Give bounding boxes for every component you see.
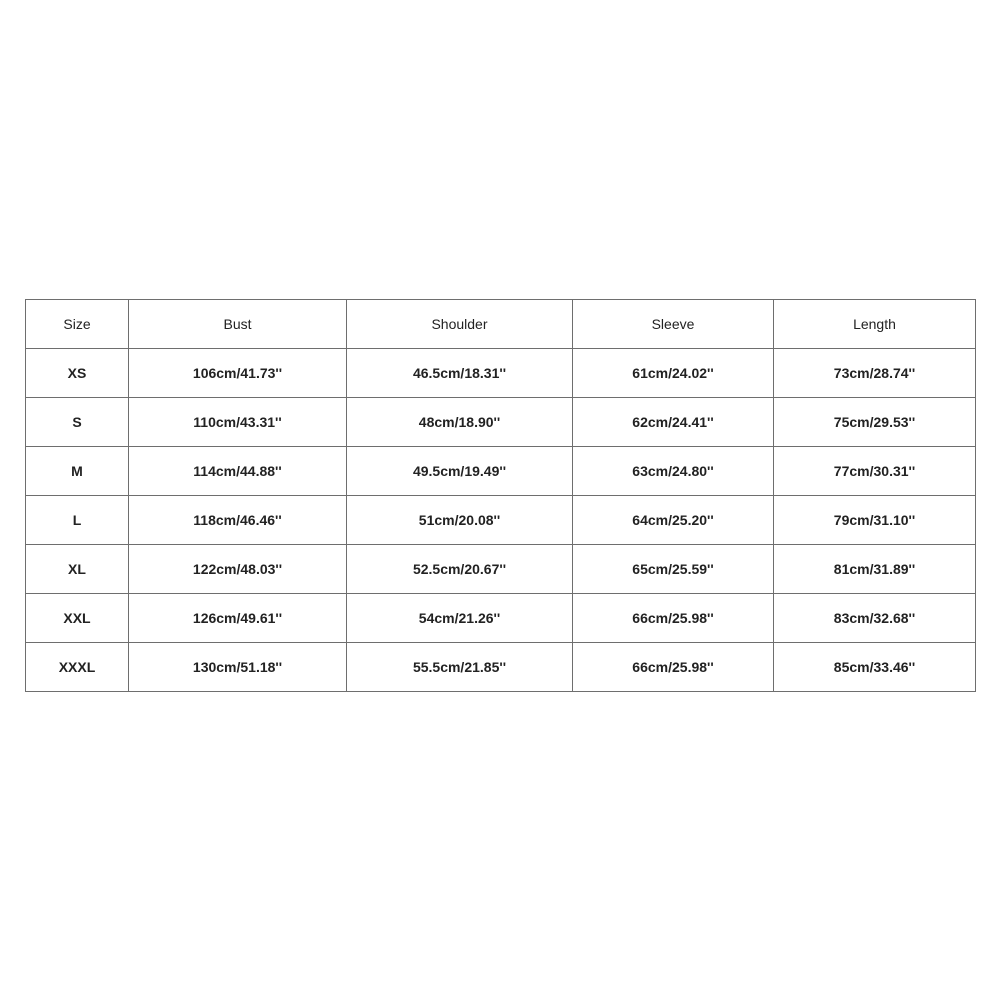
cell-size: M: [26, 447, 129, 496]
cell-size: L: [26, 496, 129, 545]
cell-sleeve: 62cm/24.41'': [573, 398, 774, 447]
cell-sleeve: 61cm/24.02'': [573, 349, 774, 398]
table-row: [26, 496, 976, 545]
cell-shoulder: 55.5cm/21.85'': [347, 643, 573, 692]
table-row: [26, 349, 976, 398]
cell-length: 75cm/29.53'': [774, 398, 976, 447]
cell-length: 77cm/30.31'': [774, 447, 976, 496]
cell-bust: 110cm/43.31'': [129, 398, 347, 447]
header-size: Size: [26, 300, 129, 349]
cell-shoulder: 48cm/18.90'': [347, 398, 573, 447]
cell-shoulder: 52.5cm/20.67'': [347, 545, 573, 594]
header-shoulder: Shoulder: [347, 300, 573, 349]
table-row: [26, 398, 976, 447]
cell-sleeve: 64cm/25.20'': [573, 496, 774, 545]
cell-bust: 114cm/44.88'': [129, 447, 347, 496]
cell-length: 79cm/31.10'': [774, 496, 976, 545]
cell-length: 81cm/31.89'': [774, 545, 976, 594]
cell-bust: 118cm/46.46'': [129, 496, 347, 545]
header-sleeve: Sleeve: [573, 300, 774, 349]
cell-sleeve: 66cm/25.98'': [573, 643, 774, 692]
table-row: [26, 545, 976, 594]
cell-bust: 130cm/51.18'': [129, 643, 347, 692]
cell-shoulder: 49.5cm/19.49'': [347, 447, 573, 496]
cell-bust: 106cm/41.73'': [129, 349, 347, 398]
cell-shoulder: 54cm/21.26'': [347, 594, 573, 643]
table-row: [26, 447, 976, 496]
cell-bust: 126cm/49.61'': [129, 594, 347, 643]
size-chart-table: [25, 299, 976, 692]
cell-size: S: [26, 398, 129, 447]
cell-shoulder: 46.5cm/18.31'': [347, 349, 573, 398]
cell-length: 83cm/32.68'': [774, 594, 976, 643]
header-bust: Bust: [129, 300, 347, 349]
table-header-row: [26, 300, 976, 349]
cell-shoulder: 51cm/20.08'': [347, 496, 573, 545]
cell-size: XS: [26, 349, 129, 398]
cell-sleeve: 66cm/25.98'': [573, 594, 774, 643]
cell-size: XXXL: [26, 643, 129, 692]
cell-sleeve: 63cm/24.80'': [573, 447, 774, 496]
table-row: [26, 594, 976, 643]
cell-size: XL: [26, 545, 129, 594]
table-row: [26, 643, 976, 692]
cell-sleeve: 65cm/25.59'': [573, 545, 774, 594]
cell-length: 85cm/33.46'': [774, 643, 976, 692]
cell-bust: 122cm/48.03'': [129, 545, 347, 594]
cell-size: XXL: [26, 594, 129, 643]
cell-length: 73cm/28.74'': [774, 349, 976, 398]
header-length: Length: [774, 300, 976, 349]
